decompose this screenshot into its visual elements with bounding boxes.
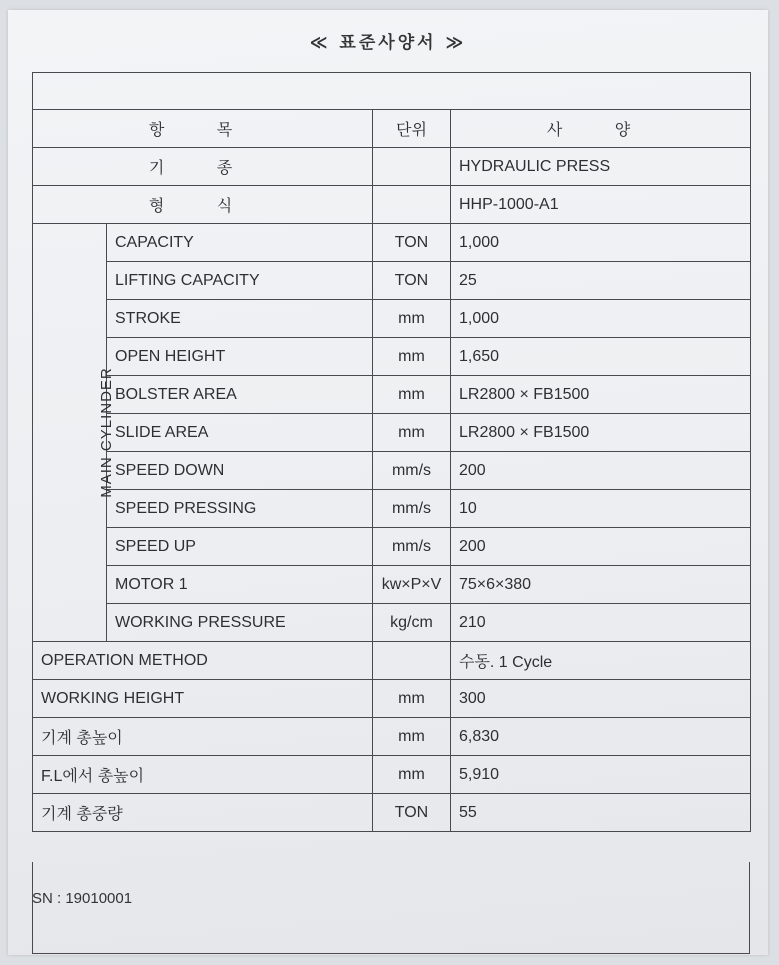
row-value: HHP-1000-A1: [451, 186, 751, 224]
row-label: OPERATION METHOD: [33, 642, 373, 680]
table-row: [33, 414, 751, 452]
row-unit: TON: [373, 224, 451, 262]
spec-table: [32, 72, 751, 832]
spec-sheet-paper: [8, 10, 768, 955]
row-unit: TON: [373, 262, 451, 300]
table-row: [33, 604, 751, 642]
row-label: SPEED UP: [107, 528, 373, 566]
row-value: 5,910: [451, 756, 751, 794]
table-row: [33, 566, 751, 604]
table-row: [33, 794, 751, 832]
table-row: [33, 642, 751, 680]
row-unit: mm: [373, 300, 451, 338]
group-label-cell: [33, 224, 115, 642]
row-unit: mm: [373, 680, 451, 718]
row-value: 300: [451, 680, 751, 718]
row-unit: mm/s: [373, 490, 451, 528]
row-label: CAPACITY: [107, 224, 373, 262]
table-row: [33, 148, 751, 186]
row-label: OPEN HEIGHT: [107, 338, 373, 376]
table-row: [33, 376, 751, 414]
row-label: 형 식: [33, 186, 373, 224]
row-unit: mm: [373, 376, 451, 414]
row-value: 200: [451, 528, 751, 566]
row-label: STROKE: [107, 300, 373, 338]
row-value: 75×6×380: [451, 566, 751, 604]
row-value: HYDRAULIC PRESS: [451, 148, 751, 186]
row-value: LR2800 × FB1500: [451, 414, 751, 452]
row-unit: kg/cm: [373, 604, 451, 642]
row-value: 6,830: [451, 718, 751, 756]
table-row: [33, 528, 751, 566]
document-title: ≪ 표준사양서 ≫: [309, 33, 467, 53]
row-unit: TON: [373, 794, 451, 832]
row-unit: [373, 148, 451, 186]
row-value: 1,650: [451, 338, 751, 376]
row-label: 기계 총중량: [33, 794, 373, 832]
row-unit: mm: [373, 338, 451, 376]
row-value: 25: [451, 262, 751, 300]
row-label: LIFTING CAPACITY: [107, 262, 373, 300]
row-unit: [373, 642, 451, 680]
row-label: SLIDE AREA: [107, 414, 373, 452]
row-label: BOLSTER AREA: [107, 376, 373, 414]
table-row: [33, 680, 751, 718]
row-label: SPEED PRESSING: [107, 490, 373, 528]
row-label: F.L에서 총높이: [33, 756, 373, 794]
header-unit: 단위: [373, 110, 451, 148]
row-value: 1,000: [451, 224, 751, 262]
row-unit: [373, 186, 451, 224]
row-value: 210: [451, 604, 751, 642]
serial-number: SN : 19010001: [32, 890, 133, 907]
row-value: 1,000: [451, 300, 751, 338]
group-label: MAIN CYLINDER: [97, 366, 115, 498]
header-item: 항 목: [33, 110, 373, 148]
row-label: 기 종: [33, 148, 373, 186]
row-value: 200: [451, 452, 751, 490]
header-row: [33, 110, 751, 148]
table-row: [33, 490, 751, 528]
footer-box: [32, 862, 750, 954]
row-value: 55: [451, 794, 751, 832]
row-value: LR2800 × FB1500: [451, 376, 751, 414]
table-row: [33, 756, 751, 794]
table-row: [33, 300, 751, 338]
row-unit: mm/s: [373, 452, 451, 490]
row-label: WORKING HEIGHT: [33, 680, 373, 718]
blank-row: [33, 73, 751, 110]
row-label: MOTOR 1: [107, 566, 373, 604]
row-unit: kw×P×V: [373, 566, 451, 604]
table-row: [33, 718, 751, 756]
row-label: WORKING PRESSURE: [107, 604, 373, 642]
row-label: 기계 총높이: [33, 718, 373, 756]
row-unit: mm: [373, 756, 451, 794]
table-row: [33, 452, 751, 490]
row-value: 수동. 1 Cycle: [451, 642, 751, 680]
table-row: [33, 186, 751, 224]
table-row: [33, 338, 751, 376]
row-value: 10: [451, 490, 751, 528]
header-spec: 사 양: [451, 110, 751, 148]
row-unit: mm: [373, 718, 451, 756]
row-label: SPEED DOWN: [107, 452, 373, 490]
row-unit: mm/s: [373, 528, 451, 566]
table-row: [33, 262, 751, 300]
table-row: [33, 224, 751, 262]
blank-cell: [33, 73, 751, 110]
row-unit: mm: [373, 414, 451, 452]
